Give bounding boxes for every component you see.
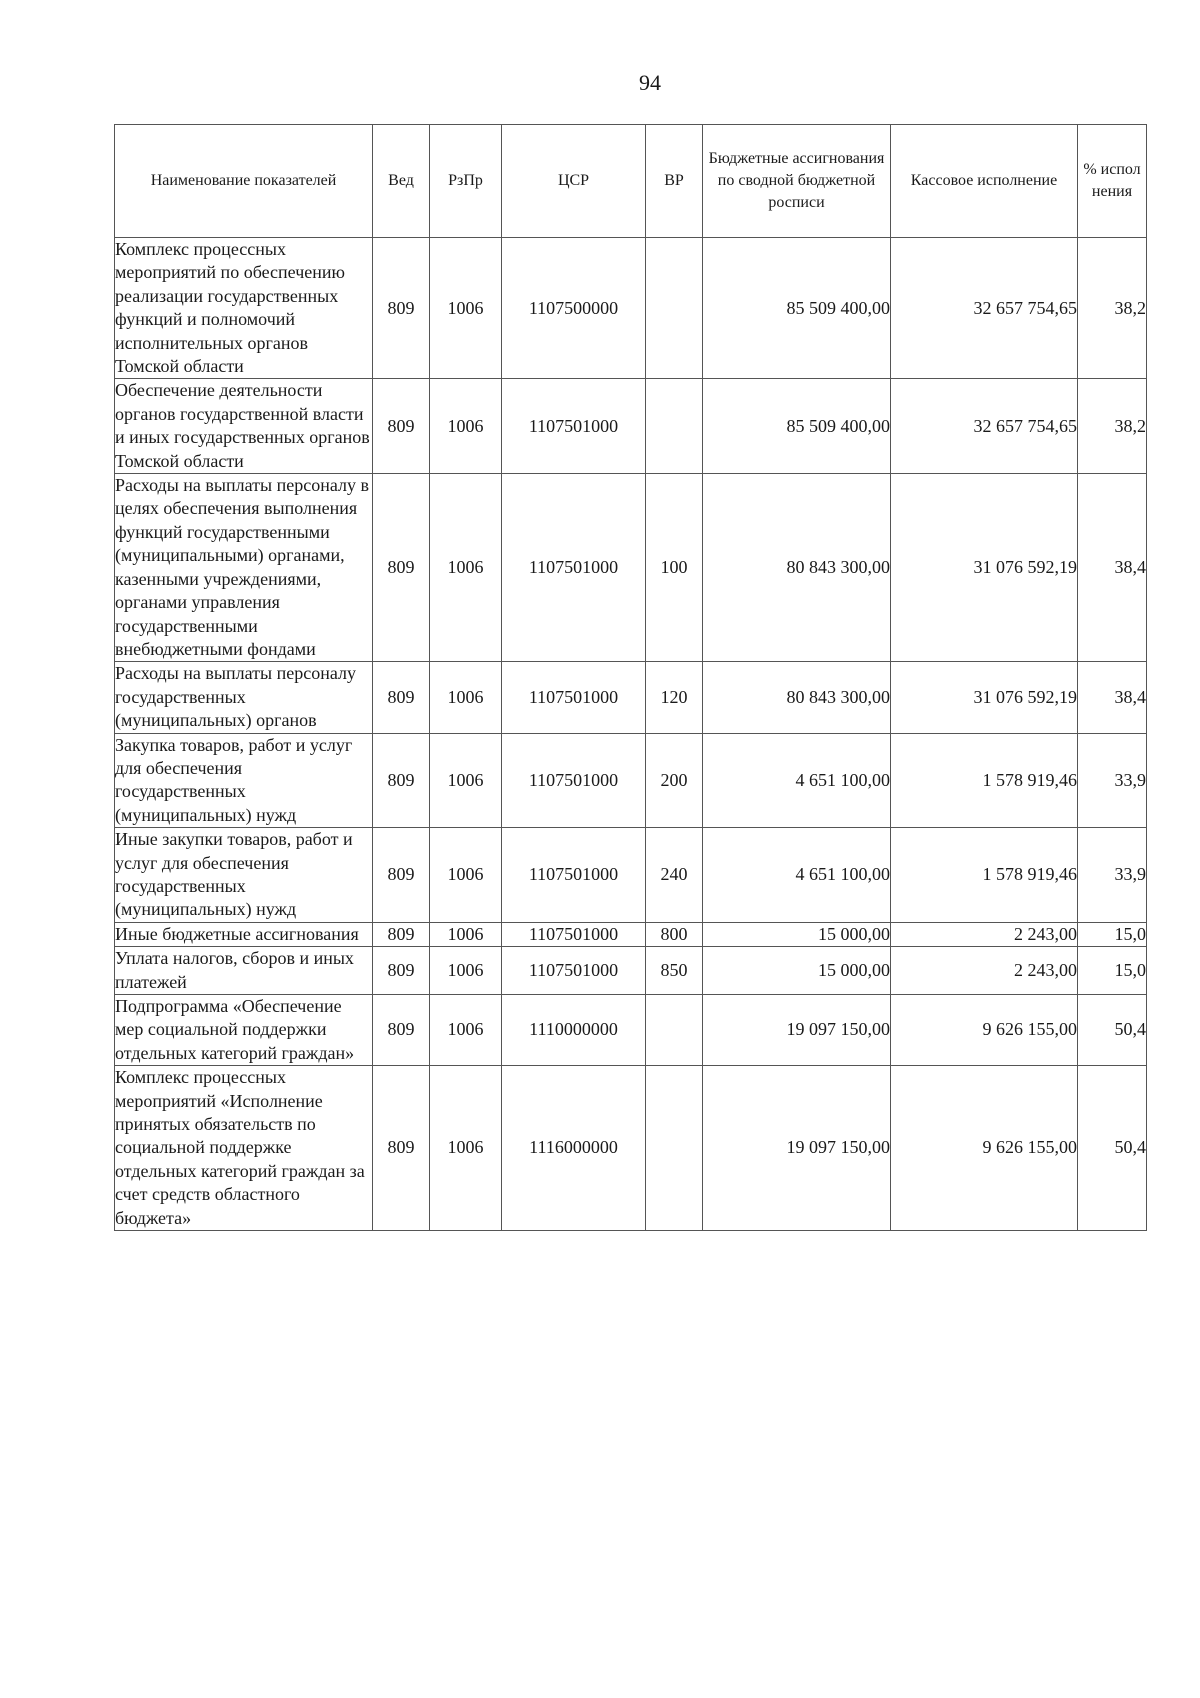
header-cash-execution: Кассовое исполнение	[891, 125, 1078, 238]
cell-cash: 2 243,00	[891, 947, 1078, 995]
table-row	[115, 238, 1147, 379]
cell-allocations: 80 843 300,00	[703, 662, 891, 733]
table-row	[115, 828, 1147, 923]
cell-name: Комплекс процессных мероприятий «Исполнение принятых обязательств по социальной поддержке отдельных категорий граждан за счет средств областного бюджета»	[115, 1066, 373, 1231]
cell-ved: 809	[373, 947, 430, 995]
cell-allocations: 80 843 300,00	[703, 474, 891, 662]
cell-csr: 1107501000	[502, 474, 646, 662]
cell-name: Обеспечение деятельности органов государственной власти и иных государственных органов Томской области	[115, 379, 373, 474]
cell-rzpr: 1006	[430, 995, 502, 1066]
cell-pct: 15,0	[1078, 947, 1147, 995]
table-row	[115, 995, 1147, 1066]
cell-cash: 9 626 155,00	[891, 1066, 1078, 1231]
header-ved: Вед	[373, 125, 430, 238]
cell-vr	[646, 1066, 703, 1231]
header-csr: ЦСР	[502, 125, 646, 238]
cell-vr: 850	[646, 947, 703, 995]
cell-allocations: 19 097 150,00	[703, 1066, 891, 1231]
cell-vr: 200	[646, 733, 703, 828]
cell-rzpr: 1006	[430, 238, 502, 379]
header-name: Наименование показателей	[115, 125, 373, 238]
cell-rzpr: 1006	[430, 947, 502, 995]
cell-allocations: 4 651 100,00	[703, 828, 891, 923]
cell-rzpr: 1006	[430, 379, 502, 474]
cell-csr: 1107501000	[502, 662, 646, 733]
cell-ved: 809	[373, 828, 430, 923]
cell-vr: 240	[646, 828, 703, 923]
table-row	[115, 662, 1147, 733]
cell-rzpr: 1006	[430, 733, 502, 828]
cell-vr: 800	[646, 922, 703, 946]
table-header-row	[115, 125, 1147, 238]
cell-vr	[646, 995, 703, 1066]
cell-pct: 38,4	[1078, 662, 1147, 733]
cell-name: Расходы на выплаты персоналу в целях обеспечения выполнения функций государственными (муниципальными) органами, казенными учреждениями, органами управления государственными внебюджетными фондами	[115, 474, 373, 662]
cell-ved: 809	[373, 922, 430, 946]
cell-csr: 1107501000	[502, 828, 646, 923]
cell-ved: 809	[373, 733, 430, 828]
table-row	[115, 922, 1147, 946]
page-number: 94	[639, 70, 661, 95]
cell-rzpr: 1006	[430, 662, 502, 733]
cell-cash: 9 626 155,00	[891, 995, 1078, 1066]
cell-ved: 809	[373, 1066, 430, 1231]
cell-name: Закупка товаров, работ и услуг для обеспечения государственных (муниципальных) нужд	[115, 733, 373, 828]
cell-allocations: 4 651 100,00	[703, 733, 891, 828]
cell-csr: 1110000000	[502, 995, 646, 1066]
cell-vr	[646, 238, 703, 379]
cell-cash: 31 076 592,19	[891, 474, 1078, 662]
cell-ved: 809	[373, 995, 430, 1066]
cell-allocations: 15 000,00	[703, 922, 891, 946]
cell-rzpr: 1006	[430, 922, 502, 946]
cell-pct: 50,4	[1078, 995, 1147, 1066]
cell-allocations: 85 509 400,00	[703, 379, 891, 474]
budget-execution-table	[114, 124, 1147, 1231]
cell-csr: 1107500000	[502, 238, 646, 379]
cell-cash: 32 657 754,65	[891, 379, 1078, 474]
header-rzpr: РзПр	[430, 125, 502, 238]
header-percent: % испол нения	[1078, 125, 1147, 238]
cell-allocations: 15 000,00	[703, 947, 891, 995]
header-vr: ВР	[646, 125, 703, 238]
cell-rzpr: 1006	[430, 1066, 502, 1231]
cell-csr: 1107501000	[502, 379, 646, 474]
cell-pct: 38,4	[1078, 474, 1147, 662]
cell-cash: 1 578 919,46	[891, 828, 1078, 923]
cell-allocations: 19 097 150,00	[703, 995, 891, 1066]
cell-pct: 33,9	[1078, 828, 1147, 923]
cell-pct: 50,4	[1078, 1066, 1147, 1231]
cell-pct: 15,0	[1078, 922, 1147, 946]
table-row	[115, 1066, 1147, 1231]
cell-cash: 31 076 592,19	[891, 662, 1078, 733]
cell-cash: 1 578 919,46	[891, 733, 1078, 828]
cell-name: Подпрограмма «Обеспечение мер социальной поддержки отдельных категорий граждан»	[115, 995, 373, 1066]
cell-vr: 120	[646, 662, 703, 733]
cell-ved: 809	[373, 474, 430, 662]
table-row	[115, 474, 1147, 662]
cell-pct: 33,9	[1078, 733, 1147, 828]
cell-name: Уплата налогов, сборов и иных платежей	[115, 947, 373, 995]
cell-csr: 1107501000	[502, 947, 646, 995]
cell-csr: 1107501000	[502, 922, 646, 946]
cell-pct: 38,2	[1078, 379, 1147, 474]
cell-pct: 38,2	[1078, 238, 1147, 379]
cell-csr: 1107501000	[502, 733, 646, 828]
cell-csr: 1116000000	[502, 1066, 646, 1231]
table-row	[115, 733, 1147, 828]
table-body	[115, 238, 1147, 1231]
cell-cash: 32 657 754,65	[891, 238, 1078, 379]
cell-vr	[646, 379, 703, 474]
cell-rzpr: 1006	[430, 828, 502, 923]
cell-ved: 809	[373, 238, 430, 379]
cell-allocations: 85 509 400,00	[703, 238, 891, 379]
cell-ved: 809	[373, 379, 430, 474]
cell-cash: 2 243,00	[891, 922, 1078, 946]
table-row	[115, 379, 1147, 474]
cell-name: Комплекс процессных мероприятий по обеспечению реализации государственных функций и полномочий исполнительных органов Томской области	[115, 238, 373, 379]
cell-ved: 809	[373, 662, 430, 733]
table-row	[115, 947, 1147, 995]
cell-name: Расходы на выплаты персоналу государственных (муниципальных) органов	[115, 662, 373, 733]
cell-vr: 100	[646, 474, 703, 662]
cell-name: Иные закупки товаров, работ и услуг для обеспечения государственных (муниципальных) нужд	[115, 828, 373, 923]
cell-name: Иные бюджетные ассигнования	[115, 922, 373, 946]
cell-rzpr: 1006	[430, 474, 502, 662]
header-allocations: Бюджетные ассигнования по сводной бюджетной росписи	[703, 125, 891, 238]
